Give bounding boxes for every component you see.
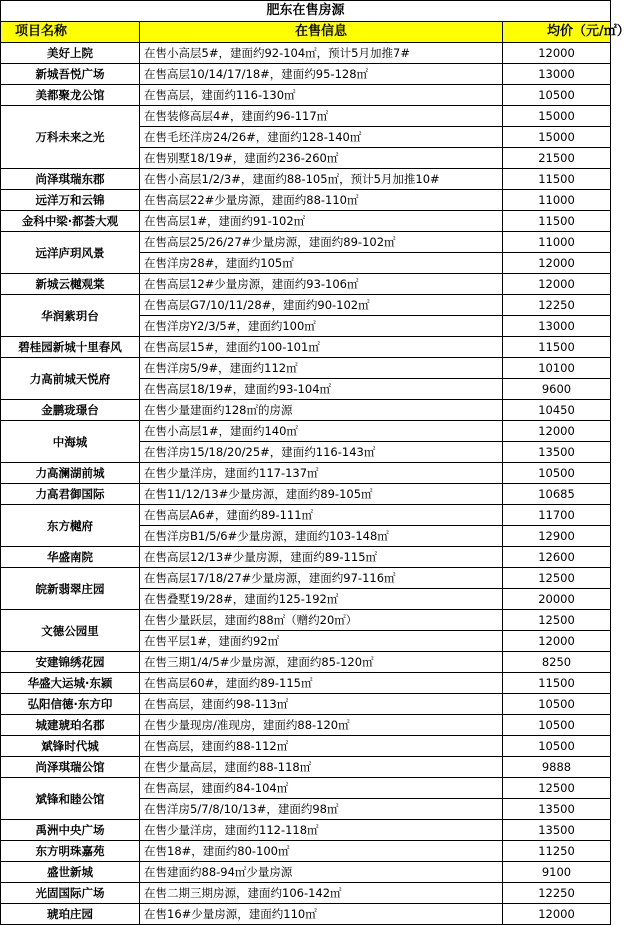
avg-price-cell: 11500: [503, 673, 611, 694]
sale-info-cell: 在售高层22#少量房源，建面约88-110㎡: [140, 190, 503, 211]
table-row: [1, 295, 611, 316]
project-name-cell: 斌锋时代城: [1, 736, 140, 757]
avg-price-cell: 12500: [503, 568, 611, 589]
project-name-cell: 尚泽琪瑞东郡: [1, 169, 140, 190]
header-sale-info: 在售信息: [140, 22, 503, 43]
project-name-cell: 金鹏珑璟台: [1, 400, 140, 421]
avg-price-cell: 10685: [503, 484, 611, 505]
sale-info-cell: 在售高层A6#，建面约89-111㎡: [140, 505, 503, 526]
sale-info-cell: 在售少量建面约128㎡的房源: [140, 400, 503, 421]
avg-price-cell: 12000: [503, 631, 611, 652]
project-name-cell: 禹洲中央广场: [1, 820, 140, 841]
avg-price-cell: 10500: [503, 715, 611, 736]
sale-info-cell: 在售洋房Y2/3/5#，建面约100㎡: [140, 316, 503, 337]
avg-price-cell: 10450: [503, 400, 611, 421]
sale-info-cell: 在售高层1#，建面约91-102㎡: [140, 211, 503, 232]
table-row: [1, 715, 611, 736]
table-row: [1, 778, 611, 799]
header-project-name: 项目名称: [1, 22, 140, 43]
sale-info-cell: 在售少量高层，建面约88-118㎡: [140, 757, 503, 778]
avg-price-cell: 11500: [503, 169, 611, 190]
table-row: [1, 694, 611, 715]
avg-price-cell: 13000: [503, 316, 611, 337]
table-row: [1, 106, 611, 127]
header-row: [1, 22, 611, 43]
sale-info-cell: 在售少量洋房，建面约112-118㎡: [140, 820, 503, 841]
table-row: [1, 190, 611, 211]
project-name-cell: 东方明珠嘉苑: [1, 841, 140, 862]
table-row: [1, 169, 611, 190]
table-row: [1, 64, 611, 85]
project-name-cell: 琥珀庄园: [1, 904, 140, 925]
project-name-cell: 尚泽琪瑞公馆: [1, 757, 140, 778]
project-name-cell: 斌锋和睦公馆: [1, 778, 140, 820]
avg-price-cell: 13500: [503, 442, 611, 463]
sale-info-cell: 在售少量现房/准现房，建面约88-120㎡: [140, 715, 503, 736]
avg-price-cell: 15000: [503, 106, 611, 127]
table-row: [1, 904, 611, 925]
table-title: 肥东在售房源: [1, 1, 611, 22]
table-row: [1, 85, 611, 106]
sale-info-cell: 在售高层10/14/17/18#，建面约95-128㎡: [140, 64, 503, 85]
sale-info-cell: 在售叠墅19/28#，建面约125-192㎡: [140, 589, 503, 610]
avg-price-cell: 11700: [503, 505, 611, 526]
avg-price-cell: 11500: [503, 211, 611, 232]
avg-price-cell: 12000: [503, 421, 611, 442]
sale-info-cell: 在售装修高层4#，建面约96-117㎡: [140, 106, 503, 127]
project-name-cell: 远洋庐玥风景: [1, 232, 140, 274]
sale-info-cell: 在售高层12/13#少量房源，建面约89-115㎡: [140, 547, 503, 568]
table-row: [1, 883, 611, 904]
avg-price-cell: 20000: [503, 589, 611, 610]
sale-info-cell: 在售三期1/4/5#少量房源，建面约85-120㎡: [140, 652, 503, 673]
avg-price-cell: 8250: [503, 652, 611, 673]
project-name-cell: 远洋万和云锦: [1, 190, 140, 211]
table-row: [1, 610, 611, 631]
project-name-cell: 中海城: [1, 421, 140, 463]
project-name-cell: 盛世新城: [1, 862, 140, 883]
sale-info-cell: 在售16#少量房源，建面约110㎡: [140, 904, 503, 925]
sale-info-cell: 在售高层，建面约98-113㎡: [140, 694, 503, 715]
avg-price-cell: 11000: [503, 232, 611, 253]
table-row: [1, 232, 611, 253]
sale-info-cell: 在售洋房B1/5/6#少量房源，建面约103-148㎡: [140, 526, 503, 547]
table-row: [1, 358, 611, 379]
sale-info-cell: 在售高层18/19#，建面约93-104㎡: [140, 379, 503, 400]
project-name-cell: 碧桂园新城十里春风: [1, 337, 140, 358]
project-name-cell: 皖新翡翠庄园: [1, 568, 140, 610]
table-row: [1, 547, 611, 568]
sale-info-cell: 在售二期三期房源，建面约106-142㎡: [140, 883, 503, 904]
avg-price-cell: 15000: [503, 127, 611, 148]
avg-price-cell: 12000: [503, 904, 611, 925]
sale-info-cell: 在售建面约88-94㎡少量房源: [140, 862, 503, 883]
avg-price-cell: 10500: [503, 736, 611, 757]
sale-info-cell: 在售11/12/13#少量房源，建面约89-105㎡: [140, 484, 503, 505]
table-row: [1, 337, 611, 358]
project-name-cell: 万科未来之光: [1, 106, 140, 169]
sale-info-cell: 在售洋房5/7/8/10/13#，建面约98㎡: [140, 799, 503, 820]
avg-price-cell: 21500: [503, 148, 611, 169]
table-row: [1, 463, 611, 484]
sale-info-cell: 在售高层15#，建面约100-101㎡: [140, 337, 503, 358]
sale-info-cell: 在售高层25/26/27#少量房源，建面约89-102㎡: [140, 232, 503, 253]
avg-price-cell: 9100: [503, 862, 611, 883]
project-name-cell: 弘阳信德·东方印: [1, 694, 140, 715]
avg-price-cell: 11000: [503, 190, 611, 211]
project-name-cell: 新城云樾观棠: [1, 274, 140, 295]
table-row: [1, 505, 611, 526]
sale-info-cell: 在售平层1#，建面约92㎡: [140, 631, 503, 652]
project-name-cell: 新城吾悦广场: [1, 64, 140, 85]
table-row: [1, 673, 611, 694]
table-row: [1, 820, 611, 841]
project-name-cell: 华盛大运城·东颍: [1, 673, 140, 694]
table-row: [1, 484, 611, 505]
avg-price-cell: 10100: [503, 358, 611, 379]
avg-price-cell: 12500: [503, 610, 611, 631]
avg-price-cell: 10500: [503, 463, 611, 484]
sale-info-cell: 在售小高层5#，建面约92-104㎡，预计5月加推7#: [140, 43, 503, 64]
sale-info-cell: 在售别墅18/19#，建面约236-260㎡: [140, 148, 503, 169]
project-name-cell: 东方樾府: [1, 505, 140, 547]
sale-info-cell: 在售18#，建面约80-100㎡: [140, 841, 503, 862]
sale-info-cell: 在售少量洋房，建面约117-137㎡: [140, 463, 503, 484]
sale-info-cell: 在售小高层1#，建面约140㎡: [140, 421, 503, 442]
avg-price-cell: 12600: [503, 547, 611, 568]
avg-price-cell: 12000: [503, 43, 611, 64]
sale-info-cell: 在售洋房5/9#，建面约112㎡: [140, 358, 503, 379]
listing-table-body: [1, 1, 630, 925]
table-row: [1, 43, 611, 64]
table-row: [1, 841, 611, 862]
sale-info-cell: 在售高层G7/10/11/28#，建面约90-102㎡: [140, 295, 503, 316]
sale-info-cell: 在售少量跃层，建面约88㎡（赠约20㎡）: [140, 610, 503, 631]
table-row: [1, 568, 611, 589]
avg-price-cell: 12250: [503, 883, 611, 904]
project-name-cell: 文德公园里: [1, 610, 140, 652]
avg-price-cell: 13000: [503, 64, 611, 85]
table-row: [1, 736, 611, 757]
sale-info-cell: 在售高层17/18/27#少量房源，建面约97-116㎡: [140, 568, 503, 589]
avg-price-cell: 11500: [503, 337, 611, 358]
avg-price-cell: 12250: [503, 295, 611, 316]
avg-price-cell: 12000: [503, 274, 611, 295]
project-name-cell: 美都聚龙公馆: [1, 85, 140, 106]
table-row: [1, 862, 611, 883]
avg-price-cell: 10500: [503, 85, 611, 106]
table-row: [1, 400, 611, 421]
table-row: [1, 421, 611, 442]
header-avg-price: 均价（元/㎡）: [503, 22, 611, 43]
project-name-cell: 城建琥珀名郡: [1, 715, 140, 736]
table-row: [1, 274, 611, 295]
project-name-cell: 力高澜湖前城: [1, 463, 140, 484]
avg-price-cell: 12900: [503, 526, 611, 547]
title-row: [1, 1, 611, 22]
sale-info-cell: 在售小高层1/2/3#，建面约88-105㎡，预计5月加推10#: [140, 169, 503, 190]
avg-price-cell: 13500: [503, 820, 611, 841]
project-name-cell: 力高前城天悦府: [1, 358, 140, 400]
avg-price-cell: 12500: [503, 778, 611, 799]
sale-info-cell: 在售高层12#少量房源，建面约93-106㎡: [140, 274, 503, 295]
project-name-cell: 华润紫玥台: [1, 295, 140, 337]
avg-price-cell: 9600: [503, 379, 611, 400]
avg-price-cell: 10500: [503, 694, 611, 715]
sale-info-cell: 在售洋房15/18/20/25#，建面约116-143㎡: [140, 442, 503, 463]
avg-price-cell: 13500: [503, 799, 611, 820]
sale-info-cell: 在售高层，建面约116-130㎡: [140, 85, 503, 106]
table-row: [1, 757, 611, 778]
project-name-cell: 力高君御国际: [1, 484, 140, 505]
avg-price-cell: 12000: [503, 253, 611, 274]
sale-info-cell: 在售高层，建面约88-112㎡: [140, 736, 503, 757]
project-name-cell: 安建锦绣花园: [1, 652, 140, 673]
project-name-cell: 华盛南院: [1, 547, 140, 568]
avg-price-cell: 11250: [503, 841, 611, 862]
sale-info-cell: 在售高层60#，建面约89-115㎡: [140, 673, 503, 694]
table-row: [1, 211, 611, 232]
project-name-cell: 美好上院: [1, 43, 140, 64]
sale-info-cell: 在售洋房28#，建面约105㎡: [140, 253, 503, 274]
sale-info-cell: 在售毛坯洋房24/26#，建面约128-140㎡: [140, 127, 503, 148]
sale-info-cell: 在售高层，建面约84-104㎡: [140, 778, 503, 799]
table-row: [1, 652, 611, 673]
project-name-cell: 光固国际广场: [1, 883, 140, 904]
project-name-cell: 金科中梁·都荟大观: [1, 211, 140, 232]
avg-price-cell: 9888: [503, 757, 611, 778]
